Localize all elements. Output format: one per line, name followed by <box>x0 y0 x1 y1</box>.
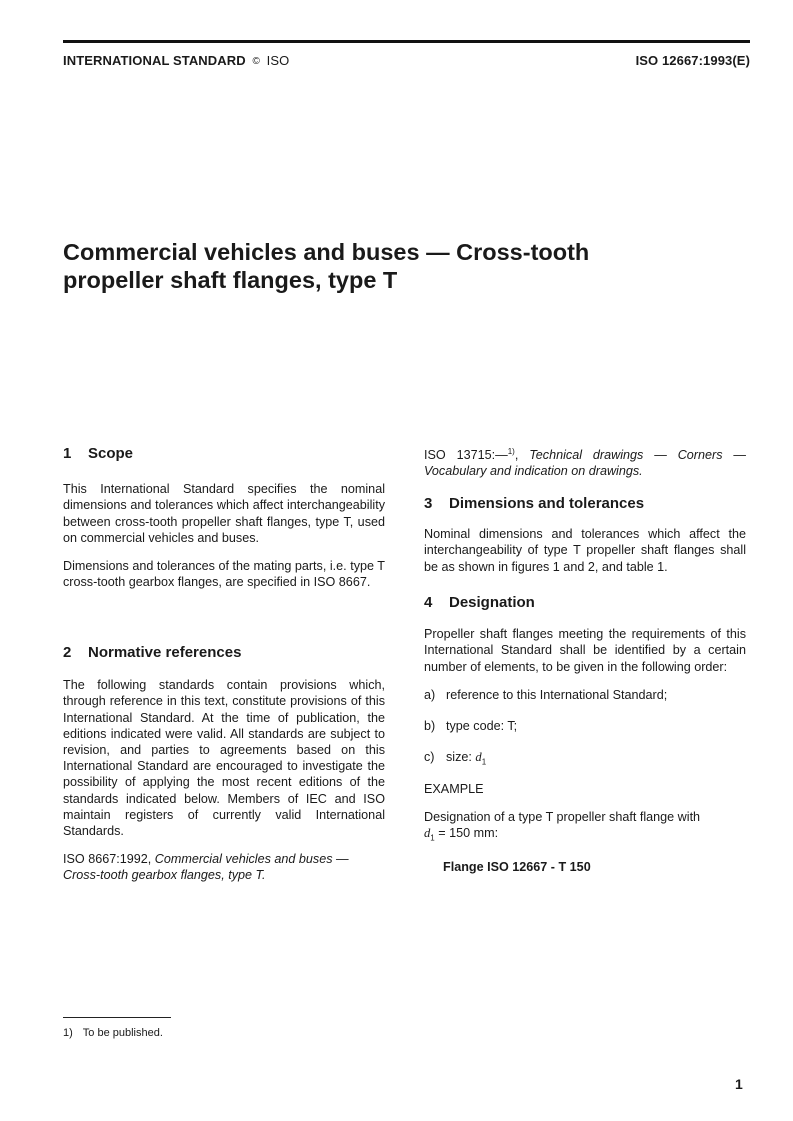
document-title <box>63 238 703 294</box>
scope-paragraph-2: Dimensions and tolerances of the mating parts, i.e. type T cross-tooth gearbox flanges, are specified in ISO 8667. <box>63 559 385 590</box>
dimensions-heading <box>424 496 746 512</box>
page-number: 1 <box>735 1076 743 1092</box>
copyright-symbol: © <box>252 56 260 67</box>
reference-iso-8667-code: ISO 8667:1992, <box>63 852 152 867</box>
dimensions-title: Dimensions and tolerances <box>449 495 645 512</box>
footnote-marker: 1) <box>63 1027 73 1039</box>
example-text: Designation of a type T propeller shaft flange with <box>424 810 701 825</box>
list-item <box>424 687 746 703</box>
normative-heading <box>63 645 385 661</box>
dimensions-paragraph: Nominal dimensions and tolerances which affect the interchangeability of type T propeller shaft flanges shall be as shown in figures 1 and 2, and table 1. <box>424 527 746 574</box>
list-item <box>424 749 746 771</box>
example-value: = 150 mm: <box>438 826 499 841</box>
list-marker: c) <box>424 750 435 765</box>
reference-iso-13715-text: ISO 13715:—$^{1)}$, Technical drawings — Corners — Vocabulary and indication on drawings. <box>424 447 746 479</box>
dimensions-number: 3 <box>424 495 433 512</box>
title-line-2: propeller shaft flanges, type T <box>63 267 398 293</box>
header-rule <box>63 40 750 43</box>
designation-heading <box>424 595 746 611</box>
reference-iso-13715 <box>424 444 746 480</box>
list-item <box>424 718 746 734</box>
scope-title: Scope <box>88 445 134 462</box>
size-symbol: d <box>475 750 482 765</box>
footnote-rule <box>63 1017 171 1018</box>
example-label: EXAMPLE <box>424 781 484 796</box>
scope-number: 1 <box>63 445 72 462</box>
section-dimensions <box>424 496 746 575</box>
normative-paragraph: The following standards contain provisions which, through reference in this text, constitute provisions of this International Standard. At the time of publication, the editions indicated were valid. All standards are subject to revision, and parties to agreements based on this International Standard are encouraged to investigate the possibility of applying the most recent editions of the standards indicated below. Members of IEC and ISO maintain registers of currently valid International Standards. <box>63 678 385 839</box>
list-marker: b) <box>424 719 436 734</box>
designation-code: Flange ISO 12667 - T 150 <box>443 860 591 875</box>
size-subscript: 1 <box>481 757 487 767</box>
list-text: type code: T; <box>446 719 518 734</box>
header-left <box>63 53 289 68</box>
reference-iso-8667 <box>63 851 385 883</box>
designation-title: Designation <box>449 594 535 611</box>
header-org: ISO <box>266 53 290 68</box>
header-standard-label: INTERNATIONAL STANDARD <box>63 53 246 68</box>
example-subscript: 1 <box>430 833 435 843</box>
section-designation <box>424 595 746 875</box>
normative-number: 2 <box>63 644 72 661</box>
section-scope <box>63 446 385 590</box>
list-text: reference to this International Standard; <box>446 687 668 702</box>
designation-number: 4 <box>424 594 433 611</box>
footnote-ref-marker: 1) <box>507 447 515 456</box>
example-value-line <box>424 825 746 847</box>
header-document-number: ISO 12667:1993(E) <box>635 53 750 68</box>
scope-paragraph-1: This International Standard specifies the nominal dimensions and tolerances which affect interchangeability between cross-tooth propeller shaft flanges, type T, used on commercial vehicles and buses. <box>63 482 385 545</box>
title-line-1: Commercial vehicles and buses — Cross-tooth <box>63 239 590 265</box>
scope-heading <box>63 446 385 462</box>
normative-title: Normative references <box>88 644 242 661</box>
reference-iso-8667-title: Commercial vehicles and buses — Cross-tooth gearbox flanges, type T. <box>63 852 349 883</box>
list-marker: a) <box>424 687 436 702</box>
size-label: size: <box>446 750 476 765</box>
list-text <box>446 749 486 771</box>
reference-iso-13715-title: Technical drawings — Corners — Vocabulary and indication on drawings. <box>424 448 746 479</box>
designation-paragraph: Propeller shaft flanges meeting the requirements of this International Standard shall be identified by a certain number of elements, to be given in the following order: <box>424 627 746 674</box>
section-normative-references <box>63 645 385 884</box>
footnote <box>63 1027 163 1039</box>
example-symbol: d <box>424 826 431 841</box>
reference-iso-13715-code: ISO 13715:— <box>424 448 508 463</box>
footnote-text: To be published. <box>82 1027 163 1039</box>
